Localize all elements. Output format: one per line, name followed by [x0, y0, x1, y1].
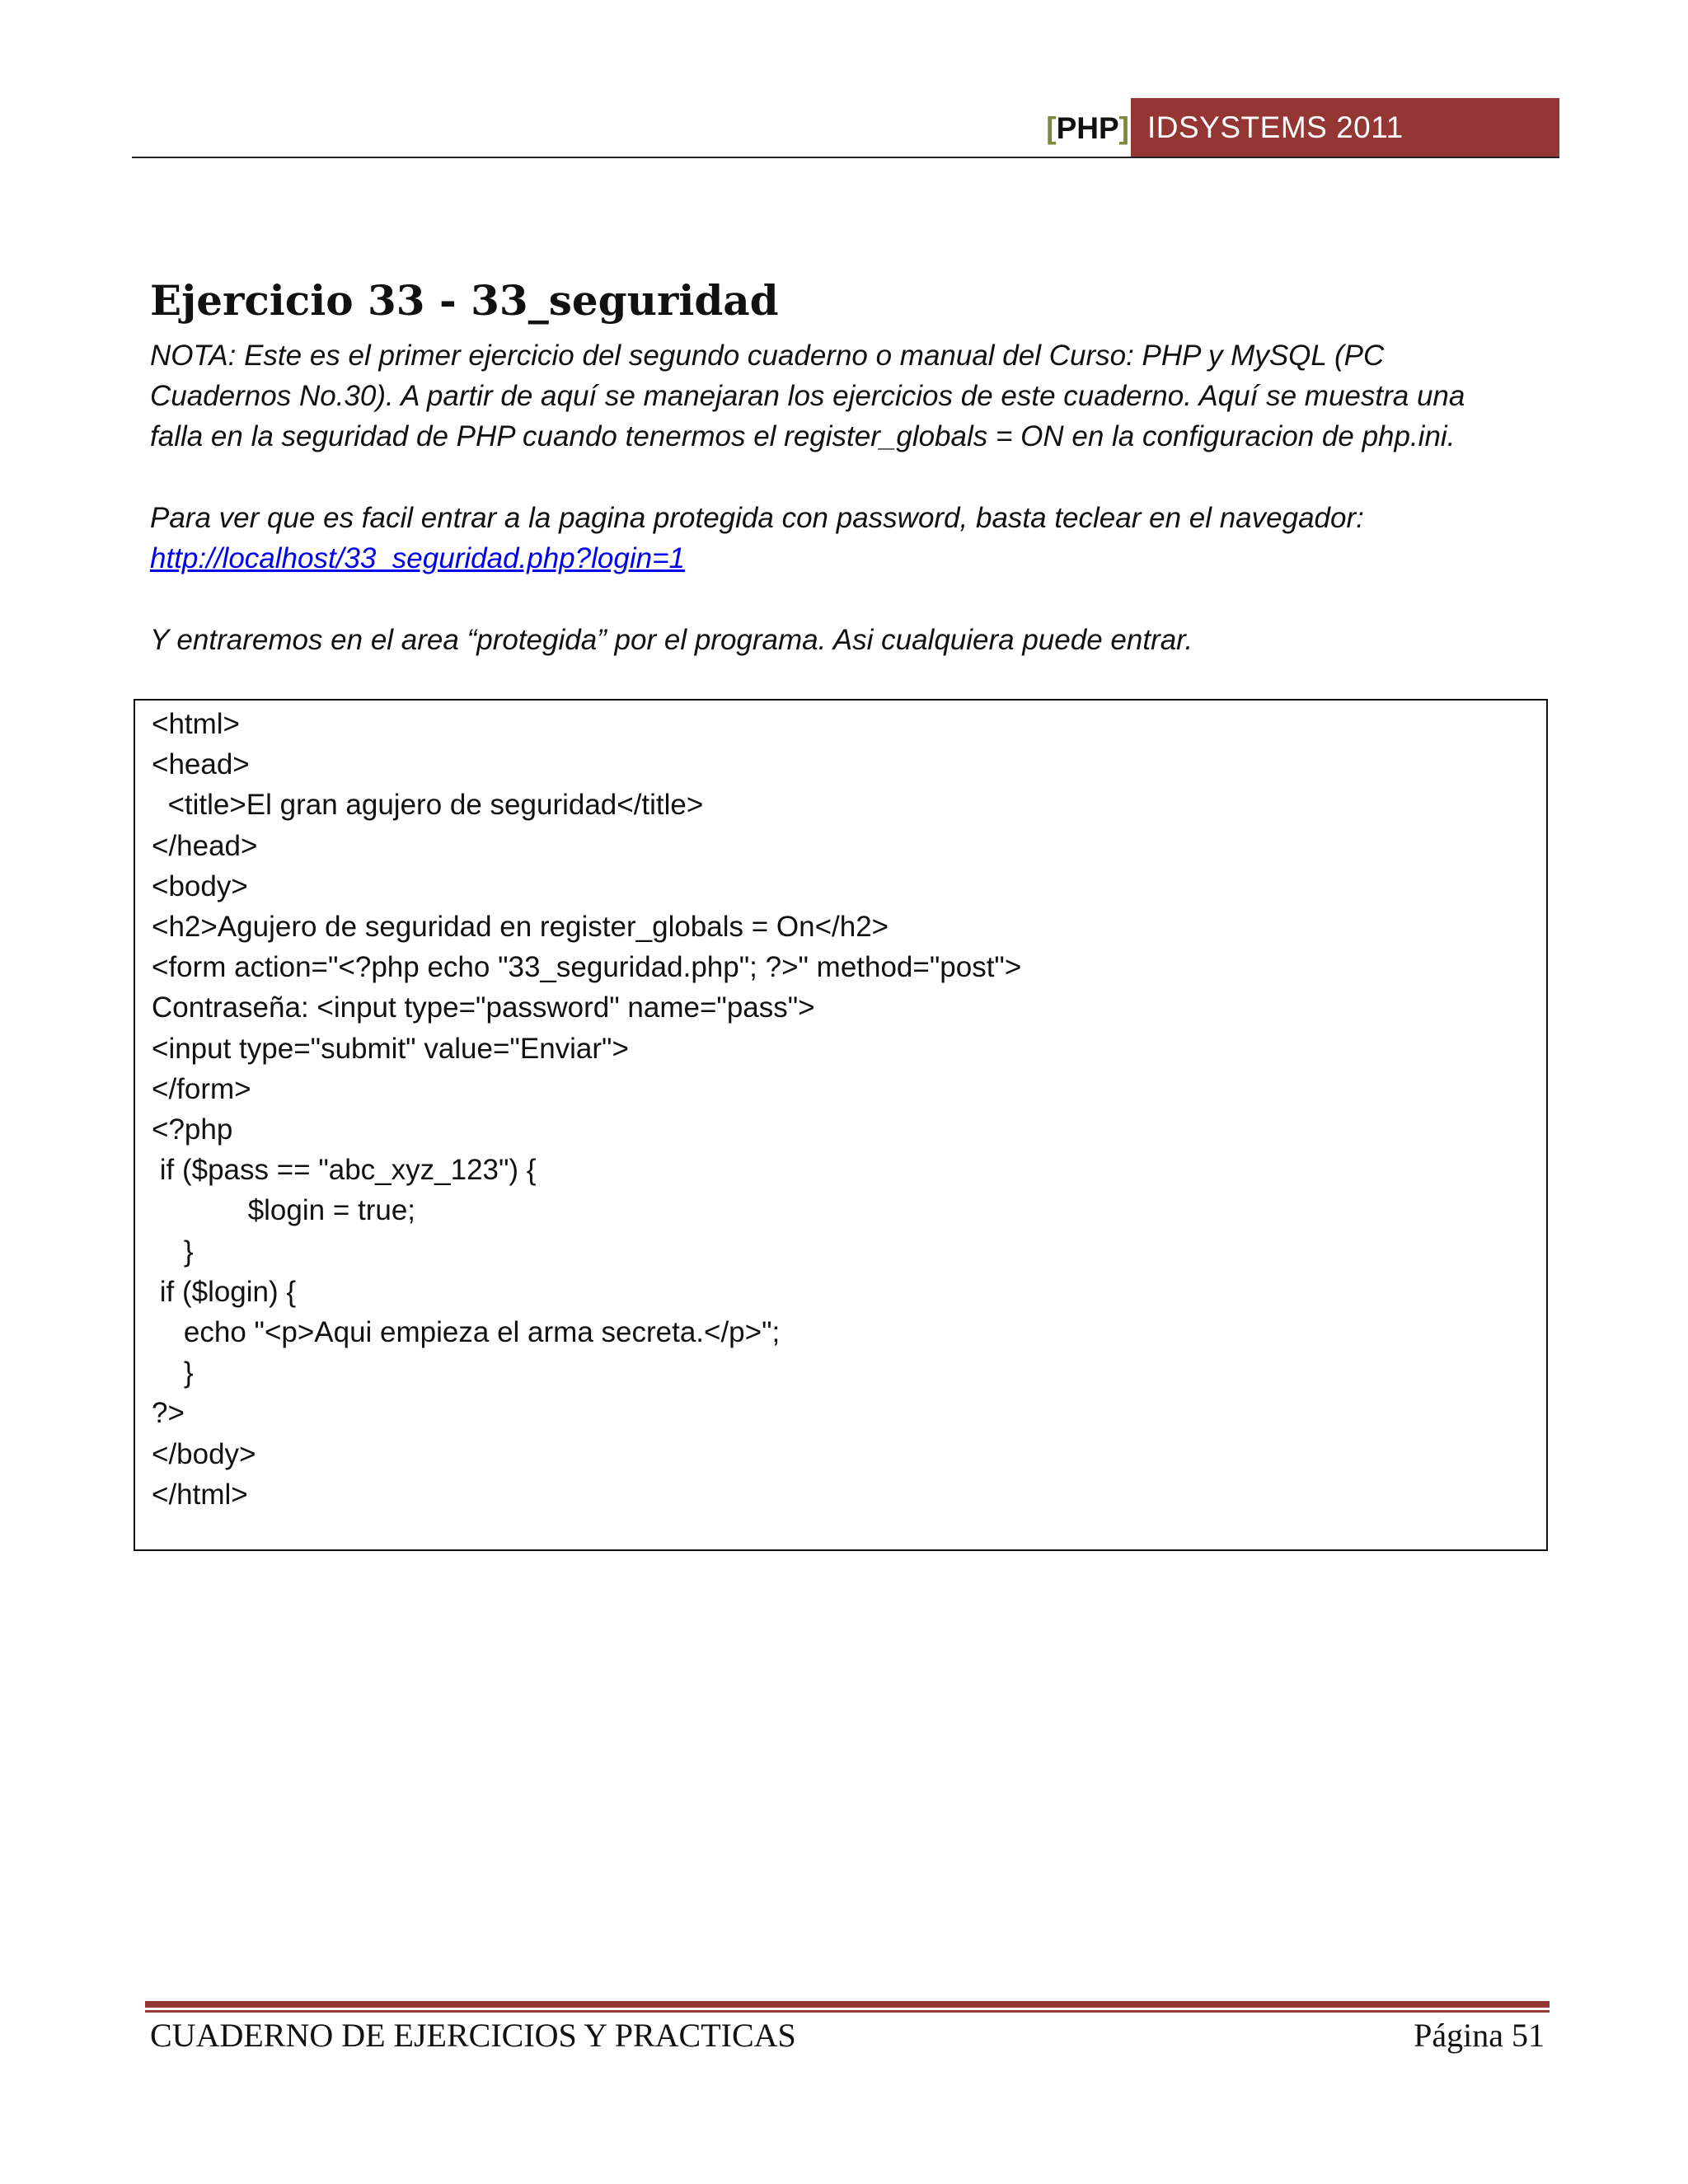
conclusion-line: Y entraremos en el area “protegida” por el programa. Asi cualquiera puede entrar. — [150, 624, 1193, 656]
code-line: </form> — [152, 1072, 251, 1105]
code-line: if ($pass == "abc_xyz_123") { — [152, 1154, 537, 1187]
code-line: <?php — [152, 1113, 233, 1146]
code-line: echo "<p>Aqui empieza el arma secreta.</p>"; — [152, 1316, 781, 1349]
code-listing-box — [134, 699, 1548, 1551]
code-line: if ($login) { — [152, 1275, 297, 1308]
code-line: <head> — [152, 748, 250, 781]
code-line: </head> — [152, 829, 258, 862]
header-rule — [132, 157, 1559, 158]
code-line: <input type="submit" value="Enviar"> — [152, 1032, 629, 1065]
code-line: <h2>Agujero de seguridad en register_globals = On</h2> — [152, 911, 889, 944]
instructions-paragraph — [150, 498, 1551, 579]
header-section-tag — [989, 109, 1129, 148]
bracket-close: ] — [1118, 111, 1129, 145]
note-line: NOTA: Este es el primer ejercicio del segundo cuaderno o manual del Curso: PHP y MySQL (PC — [150, 340, 1385, 372]
code-line: </html> — [152, 1478, 248, 1511]
instructions-line: Para ver que es facil entrar a la pagina protegida con password, basta teclear en el navegador: — [150, 502, 1364, 534]
footer-page-number: Página 51 — [1414, 2017, 1545, 2054]
code-line: } — [152, 1235, 194, 1268]
localhost-link[interactable]: http://localhost/33_seguridad.php?login=1 — [150, 542, 685, 574]
header-title-box — [1131, 98, 1559, 158]
footer-rule-thick — [145, 2001, 1550, 2008]
code-line: </body> — [152, 1437, 256, 1470]
header-title-text: IDSYSTEMS 2011 — [1147, 110, 1404, 144]
code-listing — [152, 704, 1021, 1515]
note-line: Cuadernos No.30). A partir de aquí se manejaran los ejercicios de este cuaderno. Aquí se muestra una — [150, 380, 1465, 412]
note-paragraph — [150, 335, 1551, 457]
conclusion-paragraph — [150, 620, 1551, 660]
code-line: <body> — [152, 869, 248, 902]
page-title: Ejercicio 33 - 33_seguridad — [150, 276, 779, 325]
code-line: ?> — [152, 1397, 185, 1430]
header-tag-text: PHP — [1056, 111, 1119, 145]
note-line: falla en la seguridad de PHP cuando tenermos el register_globals = ON en la configuracion de php.ini. — [150, 420, 1456, 452]
bracket-open: [ — [1046, 111, 1057, 145]
code-line: <html> — [152, 708, 240, 740]
code-line: } — [152, 1357, 194, 1390]
code-line: <title>El gran agujero de seguridad</title> — [152, 789, 704, 822]
code-line: <form action="<?php echo "33_seguridad.php"; ?>" method="post"> — [152, 951, 1022, 984]
code-line: $login = true; — [152, 1194, 416, 1227]
footer-book-title: CUADERNO DE EJERCICIOS Y PRACTICAS — [150, 2017, 796, 2054]
code-line: Contraseña: <input type="password" name="pass"> — [152, 991, 815, 1024]
